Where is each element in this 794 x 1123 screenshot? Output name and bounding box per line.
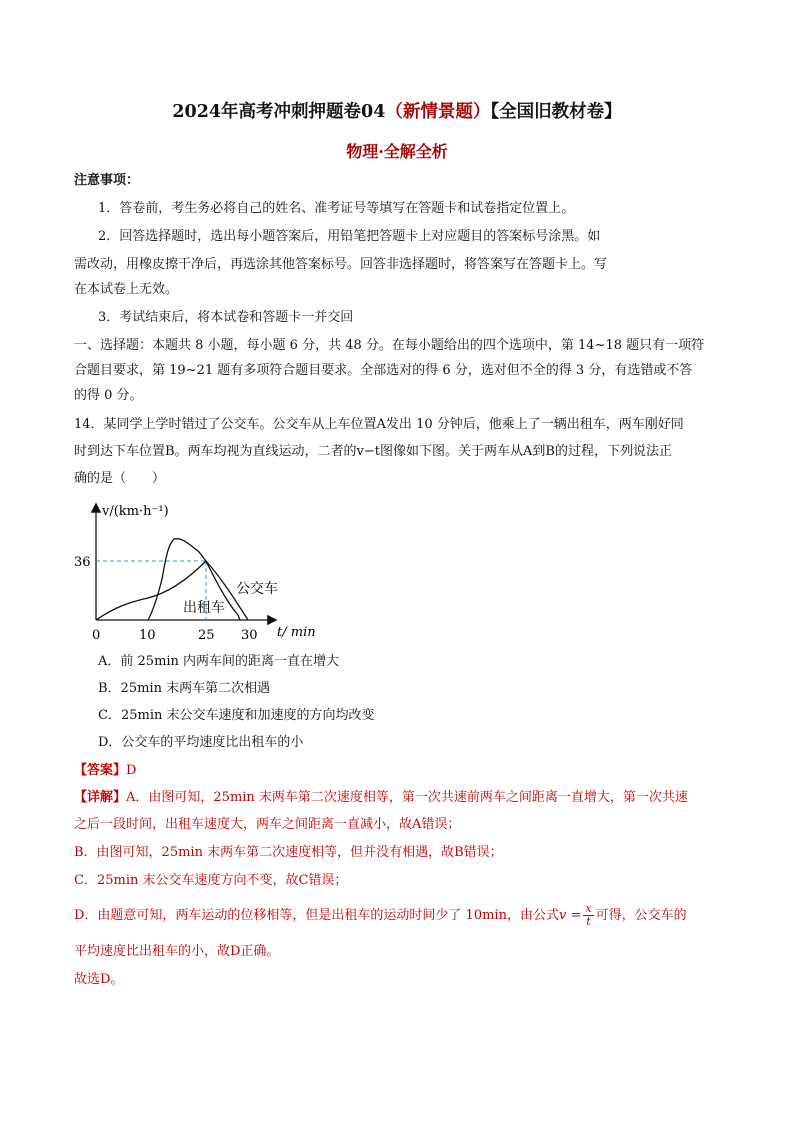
page-subtitle: 物理·全解全析 [346, 142, 448, 161]
series-bus-label: 公交车 [236, 581, 278, 597]
option-c: C．25min 末公交车速度和加速度的方向均改变 [98, 708, 375, 723]
formula-lhs: v = [558, 908, 582, 923]
option-b: B．25min 末两车第二次相遇 [98, 681, 271, 696]
page-title [0, 98, 794, 123]
notice-heading: 注意事项： [74, 173, 140, 188]
x-tick-0: 0 [92, 628, 101, 643]
notice-item-2c: 在本试卷上无效。 [74, 282, 179, 297]
detail-a-1-text: A．由图可知，25min 末两车第二次速度相等，第一次共速前两车之间距离一直增大，第一次共速 [126, 790, 688, 805]
answer-value: D [126, 763, 137, 778]
detail-d-2: 平均速度比出租车的小，故D正确。 [74, 944, 280, 959]
option-a: A．前 25min 内两车间的距离一直在增大 [98, 654, 340, 669]
formula-num: x [585, 902, 592, 915]
vt-chart [70, 497, 330, 647]
formula-den: t [586, 915, 591, 928]
question-stem-1: 14．某同学上学时错过了公交车。公交车从上车位置A发出 10 分钟后，他乘上了一辆出租车，两车刚好同 [74, 417, 684, 432]
section-heading-2: 合题目要求，第 19~21 题有多项符合题目要求。全部选对的得 6 分，选对但不全的得 3 分，有选错或不答 [74, 363, 693, 378]
answer-line [74, 761, 734, 781]
section-heading-3: 的得 0 分。 [74, 388, 143, 403]
title-tail: 【全国旧教材卷】 [490, 102, 622, 122]
question-stem-2: 时到达下车位置B。两车均视为直线运动，二者的v−t图像如下图。关于两车从A到B的过程，下列说法正 [74, 444, 672, 459]
notice-item-3: 3．考试结束后，将本试卷和答题卡一并交回 [98, 310, 354, 325]
x-tick-25: 25 [198, 628, 215, 643]
y-axis-label: v/(km·h⁻¹) [102, 504, 169, 519]
section-heading-1: 一、选择题：本题共 8 小题，每小题 6 分，共 48 分。在每小题给出的四个选项中，第 14~18 题只有一项符 [74, 338, 705, 353]
detail-a-2: 之后一段时间，出租车速度大，两车之间距离一直减小，故A错误； [74, 817, 461, 832]
notice-item-2b: 需改动，用橡皮擦干净后，再选涂其他答案标号。回答非选择题时，将答案写在答题卡上。写 [74, 257, 608, 272]
detail-label: 【详解】 [74, 790, 127, 805]
detail-b: B．由图可知，25min 末两车第二次速度相等，但并没有相遇，故B错误； [74, 845, 503, 860]
x-tick-10: 10 [139, 628, 156, 643]
detail-d-1b: 可得，公交车的 [595, 908, 687, 923]
series-taxi-label: 出租车 [183, 600, 225, 616]
final-answer: 故选D。 [74, 972, 124, 987]
x-tick-30: 30 [241, 628, 258, 643]
detail-c: C．25min 末公交车速度方向不变，故C错误； [74, 873, 348, 888]
y-tick-36: 36 [74, 555, 91, 570]
question-stem-3: 确的是（ ） [74, 471, 166, 486]
title-main: 2024年高考冲刺押题卷04 [172, 102, 386, 122]
notice-item-1: 1．答卷前，考生务必将自己的姓名、准考证号等填写在答题卡和试卷指定位置上。 [98, 201, 575, 216]
detail-d-1 [74, 903, 734, 929]
notice-item-2a: 2．回答选择题时，选出每小题答案后，用铅笔把答题卡上对应题目的答案标号涂黑。如 [98, 229, 601, 244]
answer-label: 【答案】 [74, 763, 127, 778]
formula-fraction [583, 903, 593, 928]
series-bus-line [96, 561, 248, 620]
detail-d-1a: D．由题意可知，两车运动的位移相等，但是出租车的运动时间少了 10min，由公式 [74, 908, 559, 923]
detail-a-1 [74, 788, 734, 808]
title-red: （新情景题） [385, 102, 491, 122]
x-axis-label: t/ min [277, 625, 316, 640]
option-d: D．公交车的平均速度比出租车的小 [98, 735, 304, 750]
